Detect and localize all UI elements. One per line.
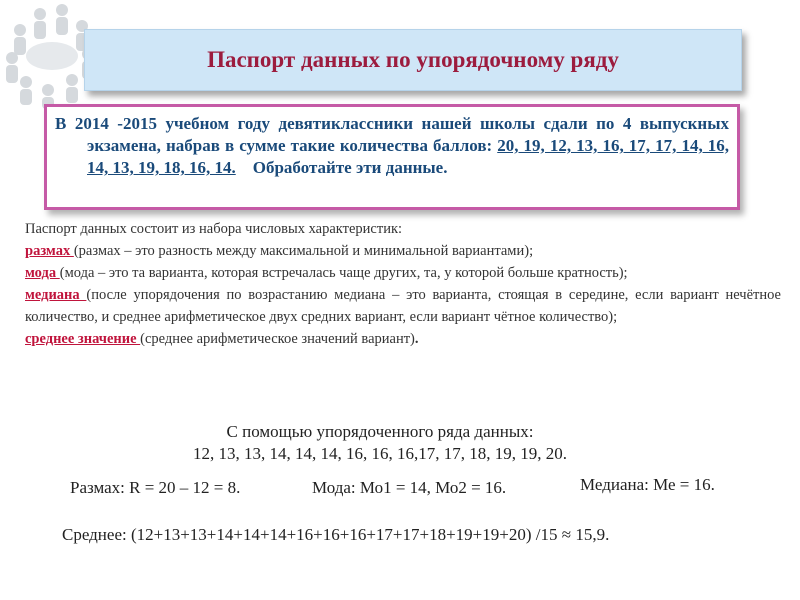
final-dot: .: [414, 331, 419, 347]
result-range: Размах: R = 20 – 12 = 8.: [70, 478, 241, 497]
task-text: [55, 113, 729, 179]
page-title: Паспорт данных по упорядочному ряду: [207, 47, 619, 72]
passport-item-range: [25, 240, 781, 262]
passport-item-mean: [25, 328, 781, 350]
passport-description: [25, 218, 781, 350]
task-box: [44, 104, 740, 210]
task-instruction: Обработайте эти данные.: [252, 158, 448, 177]
task-intro: В 2014 -2015 учебном году девятиклассники нашей школы сдали по 4 выпускных экзамена, набрав в сумме такие количества баллов:: [55, 114, 729, 155]
result-mean: Среднее: (12+13+13+14+14+14+16+16+16+17+17+18+19+19+20) /15 ≈ 15,9.: [62, 525, 610, 544]
ordered-series: [150, 421, 610, 465]
ordered-line-2: 12, 13, 13, 14, 14, 14, 16, 16, 16,17, 17, 18, 19, 19, 20.: [193, 444, 567, 463]
task-scores: 20, 19, 12, 13, 16, 17, 17, 14, 16, 14, 13, 19, 18, 16, 14.: [87, 136, 730, 177]
ordered-line-1: С помощью упорядоченного ряда данных:: [226, 422, 534, 441]
title-box: [84, 29, 742, 91]
passport-intro: Паспорт данных состоит из набора числовых характеристик:: [25, 221, 403, 237]
passport-item-median: [25, 284, 781, 328]
term-mode: мода: [25, 265, 60, 281]
term-range: размах: [25, 243, 74, 259]
passport-item-mode: [25, 262, 781, 284]
desc-mean: (среднее арифметическое значений вариант): [140, 331, 415, 347]
desc-range: (размах – это разность между максимальной и минимальной вариантами);: [73, 243, 534, 259]
desc-mode: (мода – это та варианта, которая встречалась чаще других, та, у которой больше кратность);: [59, 265, 628, 281]
term-mean: среднее значение: [25, 331, 141, 347]
desc-median: (после упорядочения по возрастанию медиана – это варианта, стоящая в середине, если вариант нечётное количество, и среднее арифметическое двух средних вариант, если вариант чётное количество);: [25, 287, 781, 325]
result-mode: Мода: Мо1 = 14, Мо2 = 16.: [312, 478, 507, 497]
term-median: медиана: [25, 287, 87, 303]
result-median: Медиана: Ме = 16.: [580, 475, 715, 494]
